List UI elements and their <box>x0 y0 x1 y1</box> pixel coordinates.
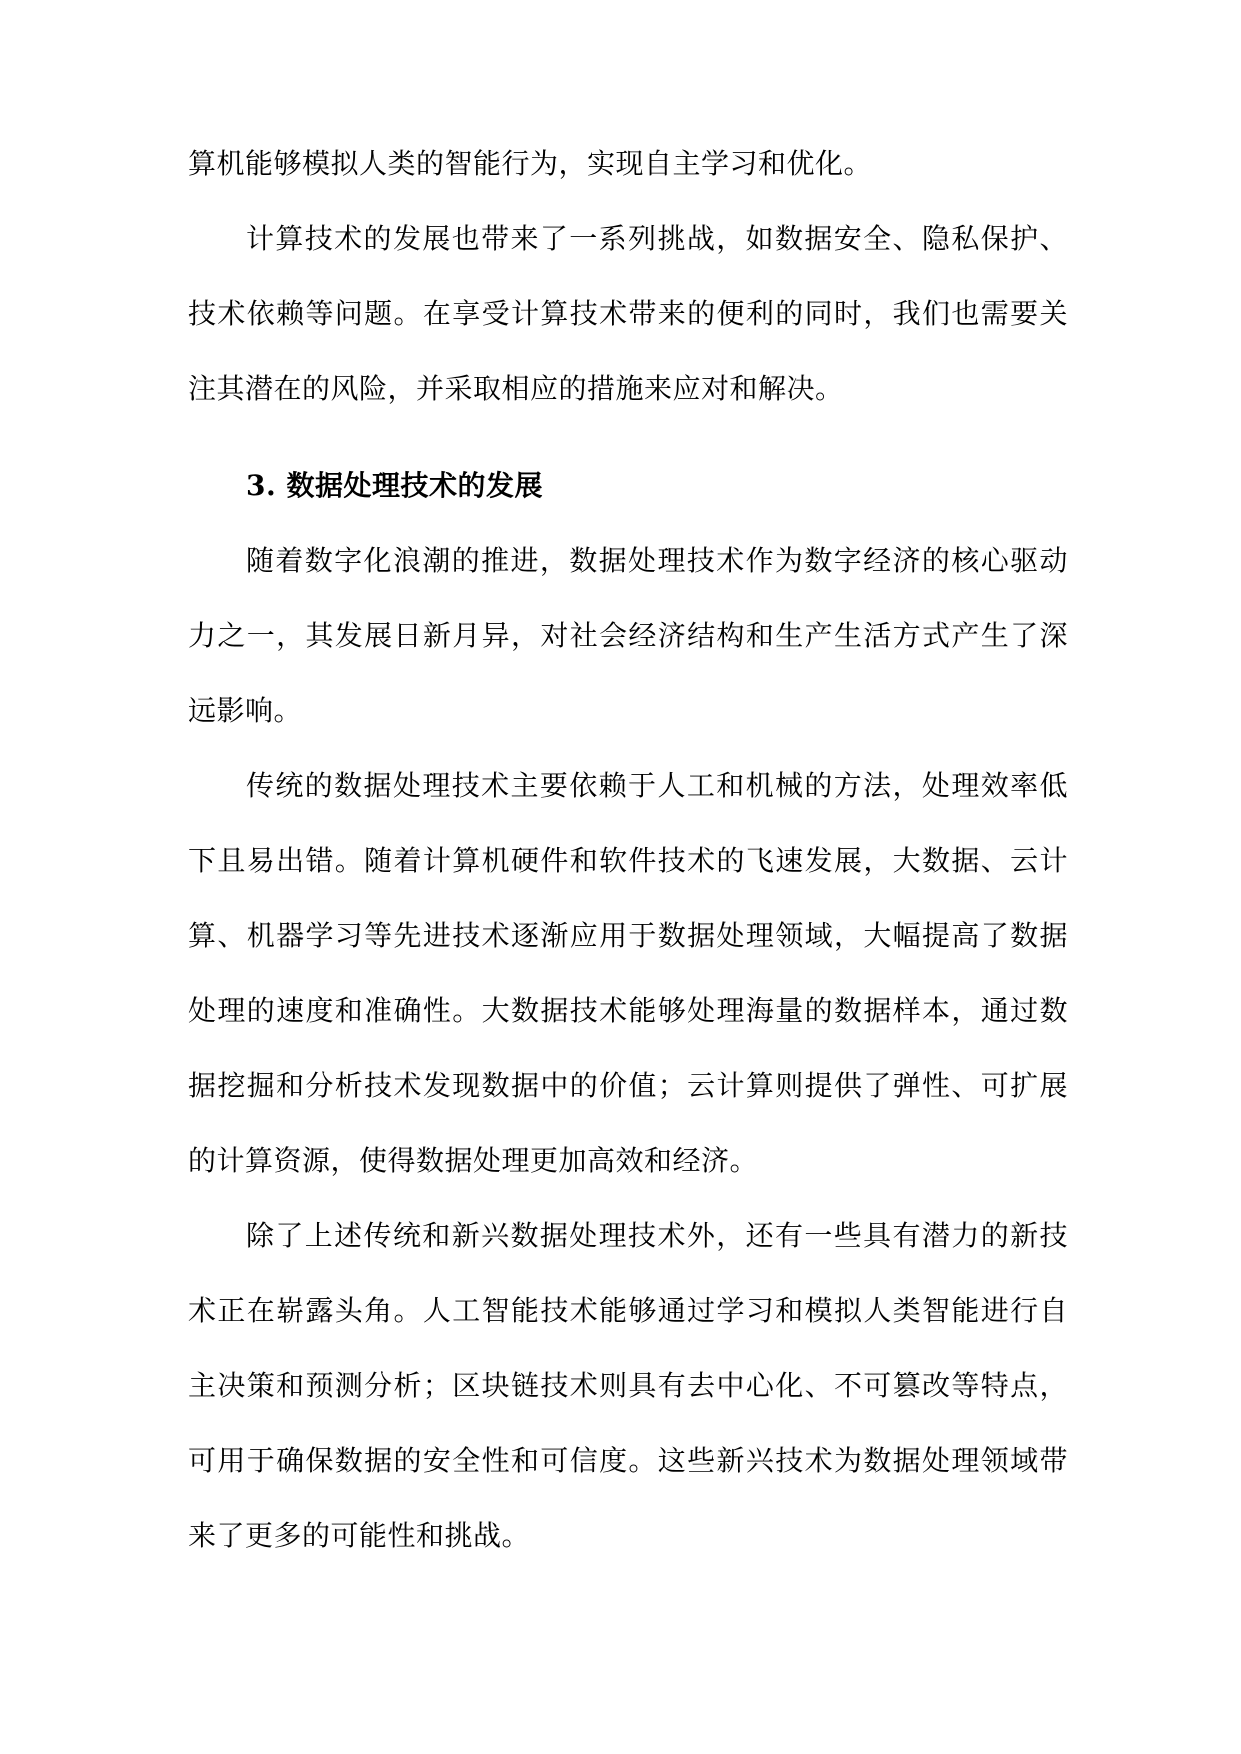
document-page <box>188 126 1068 1573</box>
paragraph-traditional: 传统的数据处理技术主要依赖于人工和机械的方法，处理效率低下且易出错。随着计算机硬件和软件技术的飞速发展，大数据、云计算、机器学习等先进技术逐渐应用于数据处理领域，大幅提高了数据处理的速度和准确性。大数据技术能够处理海量的数据样本，通过数据挖掘和分析技术发现数据中的价值；云计算则提供了弹性、可扩展的计算资源，使得数据处理更加高效和经济。 <box>188 769 1068 1177</box>
section-heading: 3. 数据处理技术的发展 <box>246 469 543 502</box>
paragraph-emerging: 除了上述传统和新兴数据处理技术外，还有一些具有潜力的新技术正在崭露头角。人工智能技术能够通过学习和模拟人类智能进行自主决策和预测分析；区块链技术则具有去中心化、不可篡改等特点，可用于确保数据的安全性和可信度。这些新兴技术为数据处理领域带来了更多的可能性和挑战。 <box>188 1219 1068 1552</box>
paragraph-continuation: 算机能够模拟人类的智能行为，实现自主学习和优化。 <box>188 147 873 180</box>
paragraph-challenges: 计算技术的发展也带来了一系列挑战，如数据安全、隐私保护、技术依赖等问题。在享受计算技术带来的便利的同时，我们也需要关注其潜在的风险，并采取相应的措施来应对和解决。 <box>188 222 1068 405</box>
paragraph-intro: 随着数字化浪潮的推进，数据处理技术作为数字经济的核心驱动力之一，其发展日新月异，对社会经济结构和生产生活方式产生了深远影响。 <box>188 544 1068 727</box>
spacer <box>188 426 1068 448</box>
